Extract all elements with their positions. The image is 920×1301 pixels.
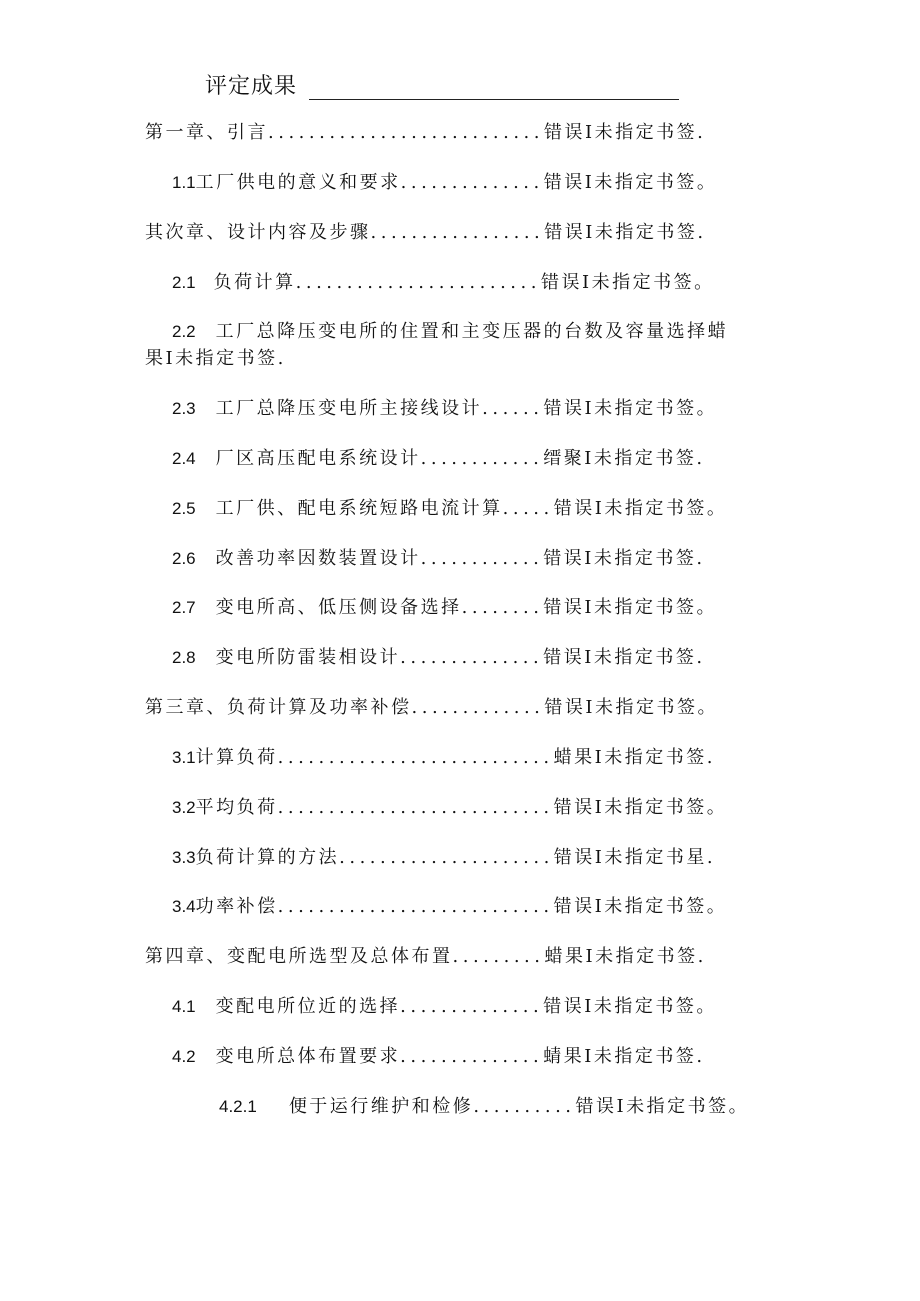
toc-entry-number: 3.1	[172, 748, 196, 767]
toc-entry-text: 第四章、变配电所选型及总体布置	[145, 946, 453, 967]
toc-entry-4-2-1[interactable]	[219, 1095, 749, 1119]
toc-entry-chapter-3[interactable]	[145, 696, 718, 720]
toc-entry-2-2-continued[interactable]	[145, 347, 286, 371]
toc-leader-dots: ...........................	[268, 122, 544, 143]
grade-blank-line	[309, 77, 679, 100]
toc-entry-3-2[interactable]	[172, 796, 727, 820]
toc-entry-number: 2.6	[172, 549, 196, 568]
toc-entry-text: 厂区高压配电系统设计	[215, 448, 421, 469]
toc-entry-ref: 错误I未指定书签。	[575, 1096, 750, 1117]
toc-entry-text: 平均负荷	[195, 797, 278, 818]
toc-entry-ref: 错误I未指定书签。	[544, 697, 719, 718]
toc-entry-1-1[interactable]	[172, 171, 717, 195]
toc-entry-number: 2.7	[172, 598, 196, 617]
toc-entry-ref: 错误I未指定书签。	[553, 797, 728, 818]
toc-entry-text: 第三章、负荷计算及功率补偿	[145, 697, 412, 718]
toc-entry-number: 1.1	[172, 173, 196, 192]
toc-entry-text: 其次章、设计内容及步骤	[145, 222, 371, 243]
toc-entry-3-4[interactable]	[172, 895, 727, 919]
toc-entry-ref: 蜻果I未指定书签.	[543, 1046, 705, 1067]
grade-label: 评定成果	[205, 74, 298, 99]
toc-entry-2-4[interactable]	[172, 447, 705, 471]
toc-leader-dots: ...........................	[277, 797, 554, 818]
toc-entry-number: 3.4	[172, 897, 196, 916]
toc-leader-dots: ...........................	[277, 747, 554, 768]
toc-leader-dots: .................	[370, 222, 545, 243]
toc-entry-text: 变电所总体布置要求	[215, 1046, 401, 1067]
toc-entry-text: 工厂供、配电系统短路电流计算	[215, 498, 503, 519]
toc-entry-ref: 蜡果I未指定书签.	[553, 747, 715, 768]
toc-entry-ref: 蜡果I未指定书签.	[544, 946, 706, 967]
toc-entry-text: 变电所防雷装相设计	[215, 647, 401, 668]
toc-entry-number: 2.8	[172, 648, 196, 667]
toc-leader-dots: ..............	[400, 996, 544, 1017]
toc-entry-2-7[interactable]	[172, 596, 717, 620]
toc-leader-dots: .....................	[339, 847, 554, 868]
toc-leader-dots: .........	[452, 946, 545, 967]
toc-entry-number: 2.2	[172, 322, 196, 341]
toc-entry-ref: 错误I未指定书签。	[543, 398, 718, 419]
toc-leader-dots: ..............	[400, 172, 544, 193]
toc-entry-number: 3.3	[172, 848, 196, 867]
toc-entry-text: 工厂供电的意义和要求	[195, 172, 401, 193]
toc-entry-2-8[interactable]	[172, 646, 705, 670]
toc-leader-dots: ..............	[400, 647, 544, 668]
toc-entry-number: 4.2	[172, 1047, 196, 1066]
toc-entry-2-5[interactable]	[172, 497, 727, 521]
toc-entry-number: 2.1	[172, 273, 196, 292]
toc-entry-text: 便于运行维护和检修	[288, 1096, 474, 1117]
toc-leader-dots: .....	[502, 498, 554, 519]
toc-entry-ref: 错误I未指定书签。	[540, 272, 715, 293]
toc-leader-dots: ............	[420, 548, 544, 569]
toc-entry-2-1[interactable]	[172, 271, 715, 295]
toc-leader-dots: ........	[461, 597, 544, 618]
toc-entry-2-6[interactable]	[172, 547, 705, 571]
toc-entry-text: 负荷计算的方法	[195, 847, 340, 868]
toc-entry-text: 第一章、引言	[145, 122, 268, 143]
toc-entry-3-3[interactable]	[172, 846, 715, 870]
toc-entry-chapter-2[interactable]	[145, 221, 706, 245]
toc-entry-number: 4.1	[172, 997, 196, 1016]
toc-leader-dots: .............	[411, 697, 545, 718]
toc-entry-text: 改善功率因数装置设计	[215, 548, 421, 569]
toc-entry-ref: 错误I未指定书签.	[544, 122, 706, 143]
toc-leader-dots: ...........................	[277, 896, 554, 917]
toc-entry-ref: 错误I未指定书签.	[544, 222, 706, 243]
toc-entry-ref: 错误I未指定书签.	[543, 647, 705, 668]
toc-entry-text: 果I未指定书签.	[145, 348, 286, 369]
grade-field	[205, 70, 679, 100]
toc-leader-dots: ..........	[473, 1096, 576, 1117]
toc-entry-ref: 错误I未指定书签。	[553, 498, 728, 519]
toc-entry-ref: 错误I未指定书签。	[543, 996, 717, 1017]
toc-entry-number: 2.5	[172, 499, 196, 518]
toc-entry-ref: 错误I未指定书签。	[543, 172, 718, 193]
toc-leader-dots: ........................	[295, 272, 541, 293]
toc-entry-text: 变配电所位近的选择	[215, 996, 401, 1017]
toc-entry-ref: 缙聚I未指定书签.	[543, 448, 705, 469]
toc-entry-text: 工厂总降压变电所的住置和主变压器的台数及容量选择蜡	[215, 321, 729, 342]
toc-entry-2-2[interactable]	[172, 320, 728, 344]
toc-entry-2-3[interactable]	[172, 397, 717, 421]
toc-entry-text: 负荷计算	[213, 272, 296, 293]
toc-entry-number: 2.3	[172, 399, 196, 418]
toc-entry-number: 3.2	[172, 798, 196, 817]
toc-entry-ref: 错误I未指定书签。	[543, 597, 718, 618]
toc-entry-number: 2.4	[172, 449, 196, 468]
toc-entry-ref: 错误I未指定书签.	[543, 548, 705, 569]
toc-entry-ref: 错误I未指定书签。	[553, 896, 728, 917]
toc-entry-text: 变电所高、低压侧设备选择	[215, 597, 462, 618]
toc-entry-number: 4.2.1	[219, 1097, 257, 1116]
toc-entry-4-2[interactable]	[172, 1045, 705, 1069]
toc-entry-chapter-4[interactable]	[145, 945, 706, 969]
toc-entry-3-1[interactable]	[172, 746, 715, 770]
toc-entry-4-1[interactable]	[172, 995, 717, 1019]
toc-entry-chapter-1[interactable]	[145, 121, 705, 145]
toc-leader-dots: ............	[420, 448, 544, 469]
toc-entry-ref: 错误I未指定书星.	[553, 847, 716, 868]
toc-leader-dots: ..............	[400, 1046, 544, 1067]
toc-leader-dots: ......	[482, 398, 544, 419]
toc-entry-text: 工厂总降压变电所主接线设计	[215, 398, 483, 419]
toc-entry-text: 功率补偿	[195, 896, 278, 917]
toc-entry-text: 计算负荷	[195, 747, 278, 768]
